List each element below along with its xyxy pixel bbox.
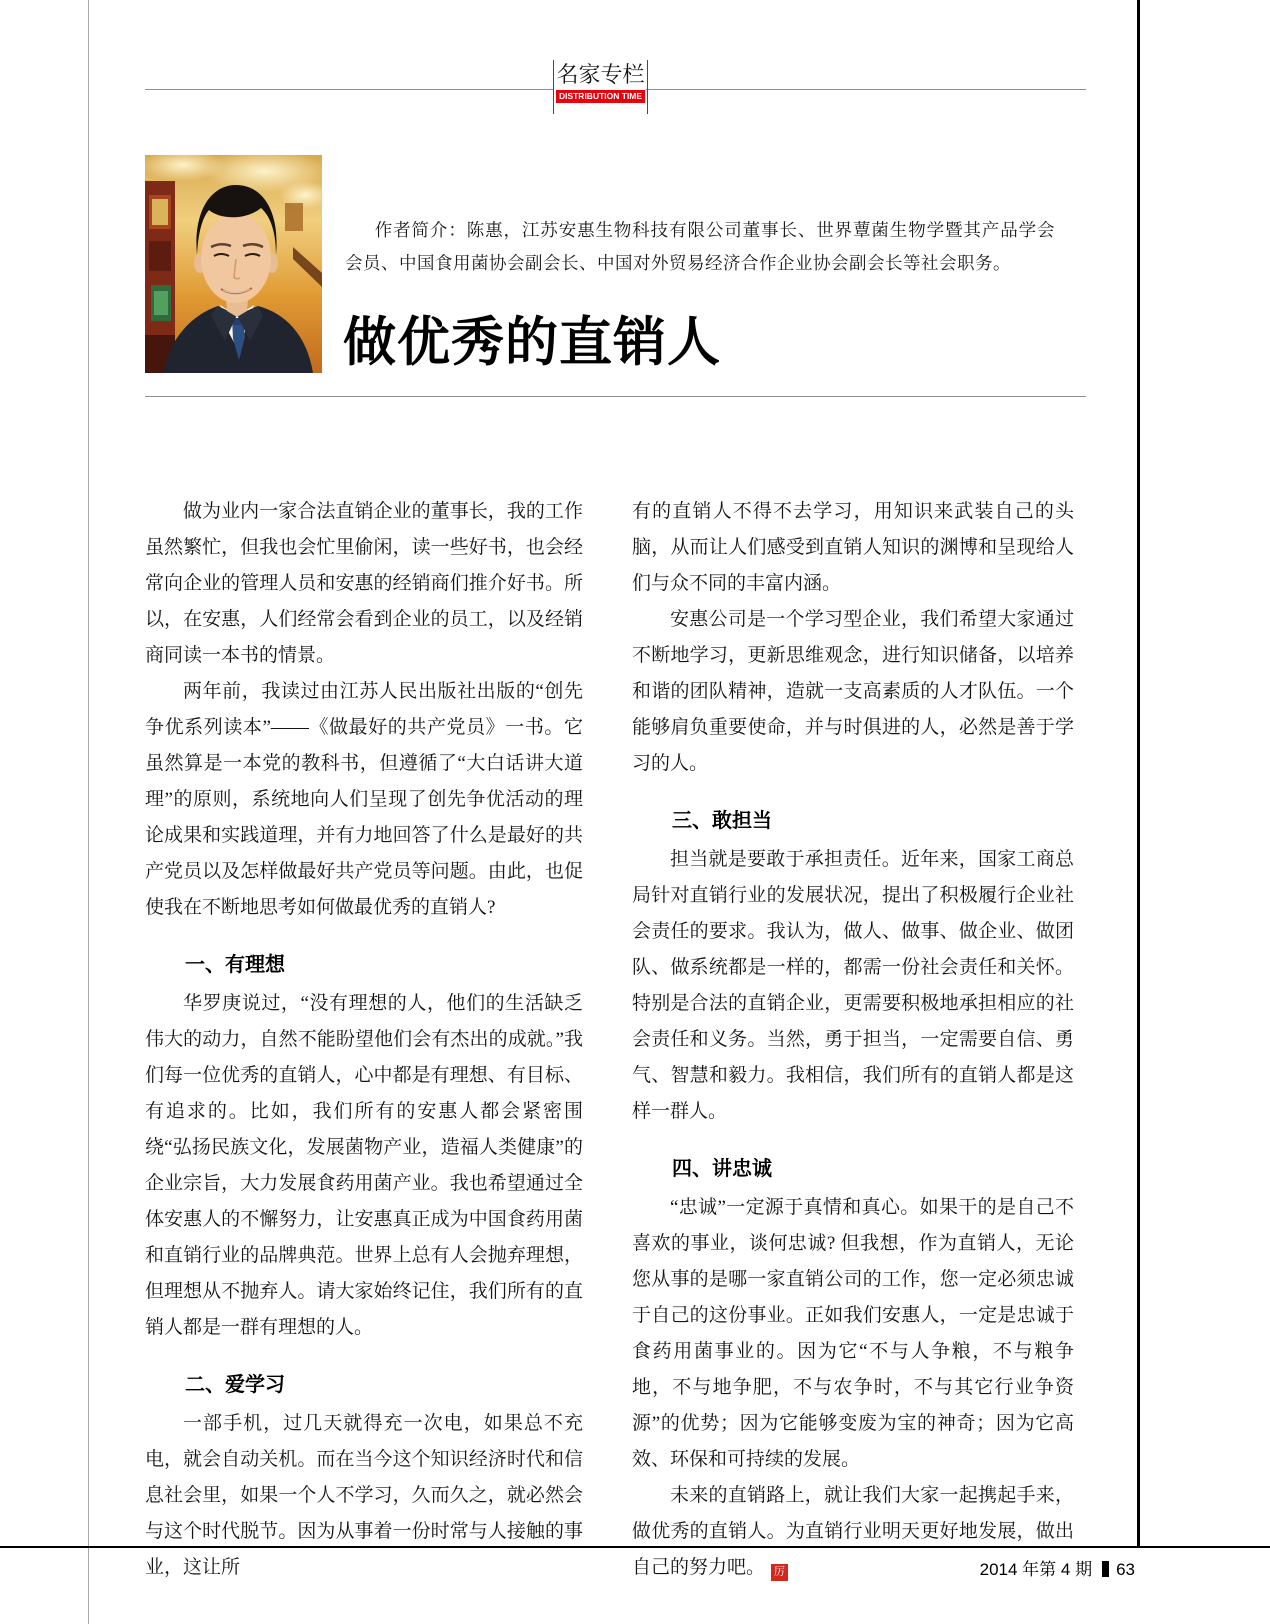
article-left-column <box>145 494 583 1586</box>
body-paragraph: 两年前，我读过由江苏人民出版社出版的“创先争优系列读本”——《做最好的共产党员》一书。它虽然算是一本党的教科书，但遵循了“大白话讲大道理”的原则，系统地向人们呈现了创先争优活动的理论成果和实践道理，并有力地回答了什么是最好的共产党员以及怎样做最好共产党员等问题。由此，也促使我在不断地思考如何做最优秀的直销人? <box>145 681 583 918</box>
footer-page-number: 63 <box>1116 1560 1135 1579</box>
header-rule-left <box>145 89 553 90</box>
footer-issue: 2014 年第 4 期 <box>979 1560 1093 1579</box>
body-paragraph: “忠诚”一定源于真情和真心。如果干的是自己不喜欢的事业，谈何忠诚? 但我想，作为直销人，无论您从事的是哪一家直销公司的工作，您一定必须忠诚于自己的这份事业。正如我们安惠人，一定是忠诚于食药用菌事业的。因为它“不与人争粮，不与粮争地，不与地争肥，不与农争时，不与其它行业争资源”的优势；因为它能够变废为宝的神奇；因为它高效、环保和可持续的发展。 <box>632 1197 1074 1470</box>
footer <box>980 1555 1135 1580</box>
article-right-column <box>632 494 1074 1586</box>
body-paragraph: 做为业内一家合法直销企业的董事长，我的工作虽然繁忙，但我也会忙里偷闲，读一些好书，也会经常向企业的管理人员和安惠的经销商们推介好书。所以，在安惠，人们经常会看到企业的员工，以及经销商同读一本书的情景。 <box>145 501 583 666</box>
page-title: 做优秀的直销人 <box>343 313 721 372</box>
title-divider-rule <box>145 396 1086 397</box>
section-heading: 二、爱学习 <box>185 1374 285 1396</box>
body-paragraph: 一部手机，过几天就得充一次电，如果总不充电，就会自动关机。而在当今这个知识经济时代和信息社会里，如果一个人不学习，久而久之，就必然会与这个时代脱节。因为从事着一份时常与人接触的事业，这让所 <box>145 1413 583 1578</box>
body-paragraph: 未来的直销路上，就让我们大家一起携起手来，做优秀的直销人。为直销行业明天更好地发展，做出自己的努力吧。 厉 <box>632 1478 1074 1586</box>
body-paragraph: 华罗庚说过，“没有理想的人，他们的生活缺乏伟大的动力，自然不能盼望他们会有杰出的成就。”我们每一位优秀的直销人，心中都是有理想、有目标、有追求的。比如，我们所有的安惠人都会紧密围绕“弘扬民族文化，发展菌物产业，造福人类健康”的企业宗旨，大力发展食药用菌产业。我也希望通过全体安惠人的不懈努力，让安惠真正成为中国食药用菌和直销行业的品牌典范。世界上总有人会抛弃理想，但理想从不抛弃人。请大家始终记住，我们所有的直销人都是一群有理想的人。 <box>145 993 583 1338</box>
author-photo <box>145 155 322 373</box>
body-paragraph: 有的直销人不得不去学习，用知识来武装自己的头脑，从而让人们感受到直销人知识的渊博和呈现给人们与众不同的丰富内涵。 <box>632 501 1074 594</box>
left-margin-rule <box>88 0 89 1624</box>
body-paragraph: 安惠公司是一个学习型企业，我们希望大家通过不断地学习，更新思维观念，进行知识储备，以培养和谐的团队精神，造就一支高素质的人才队伍。一个能够肩负重要使命，并与时俱进的人，必然是善于学习的人。 <box>632 609 1074 774</box>
header-rule-right <box>646 89 1086 90</box>
right-margin-rule <box>1137 0 1140 1547</box>
section-heading: 一、有理想 <box>185 954 285 976</box>
footer-rule <box>0 1546 1270 1548</box>
footer-page-divider-icon <box>1102 1561 1109 1577</box>
author-intro: 作者简介：陈惠，江苏安惠生物科技有限公司董事长、世界蕈菌生物学暨其产品学会会员、中国食用菌协会副会长、中国对外贸易经济合作企业协会副会长等社会职务。 <box>345 219 1055 273</box>
column-header-en-badge: DISTRIBUTION TIME <box>556 90 645 103</box>
article-end-mark-icon: 厉 <box>771 1564 788 1581</box>
column-header <box>553 60 648 114</box>
column-header-label: 名家专栏 <box>556 62 645 87</box>
section-heading: 三、敢担当 <box>672 810 772 832</box>
section-heading: 四、讲忠诚 <box>672 1158 772 1180</box>
body-paragraph: 担当就是要敢于承担责任。近年来，国家工商总局针对直销行业的发展状况，提出了积极履行企业社会责任的要求。我认为，做人、做事、做企业、做团队、做系统都是一样的，都需一份社会责任和关怀。特别是合法的直销企业，更需要积极地承担相应的社会责任和义务。当然，勇于担当，一定需要自信、勇气、智慧和毅力。我相信，我们所有的直销人都是这样一群人。 <box>632 849 1074 1122</box>
